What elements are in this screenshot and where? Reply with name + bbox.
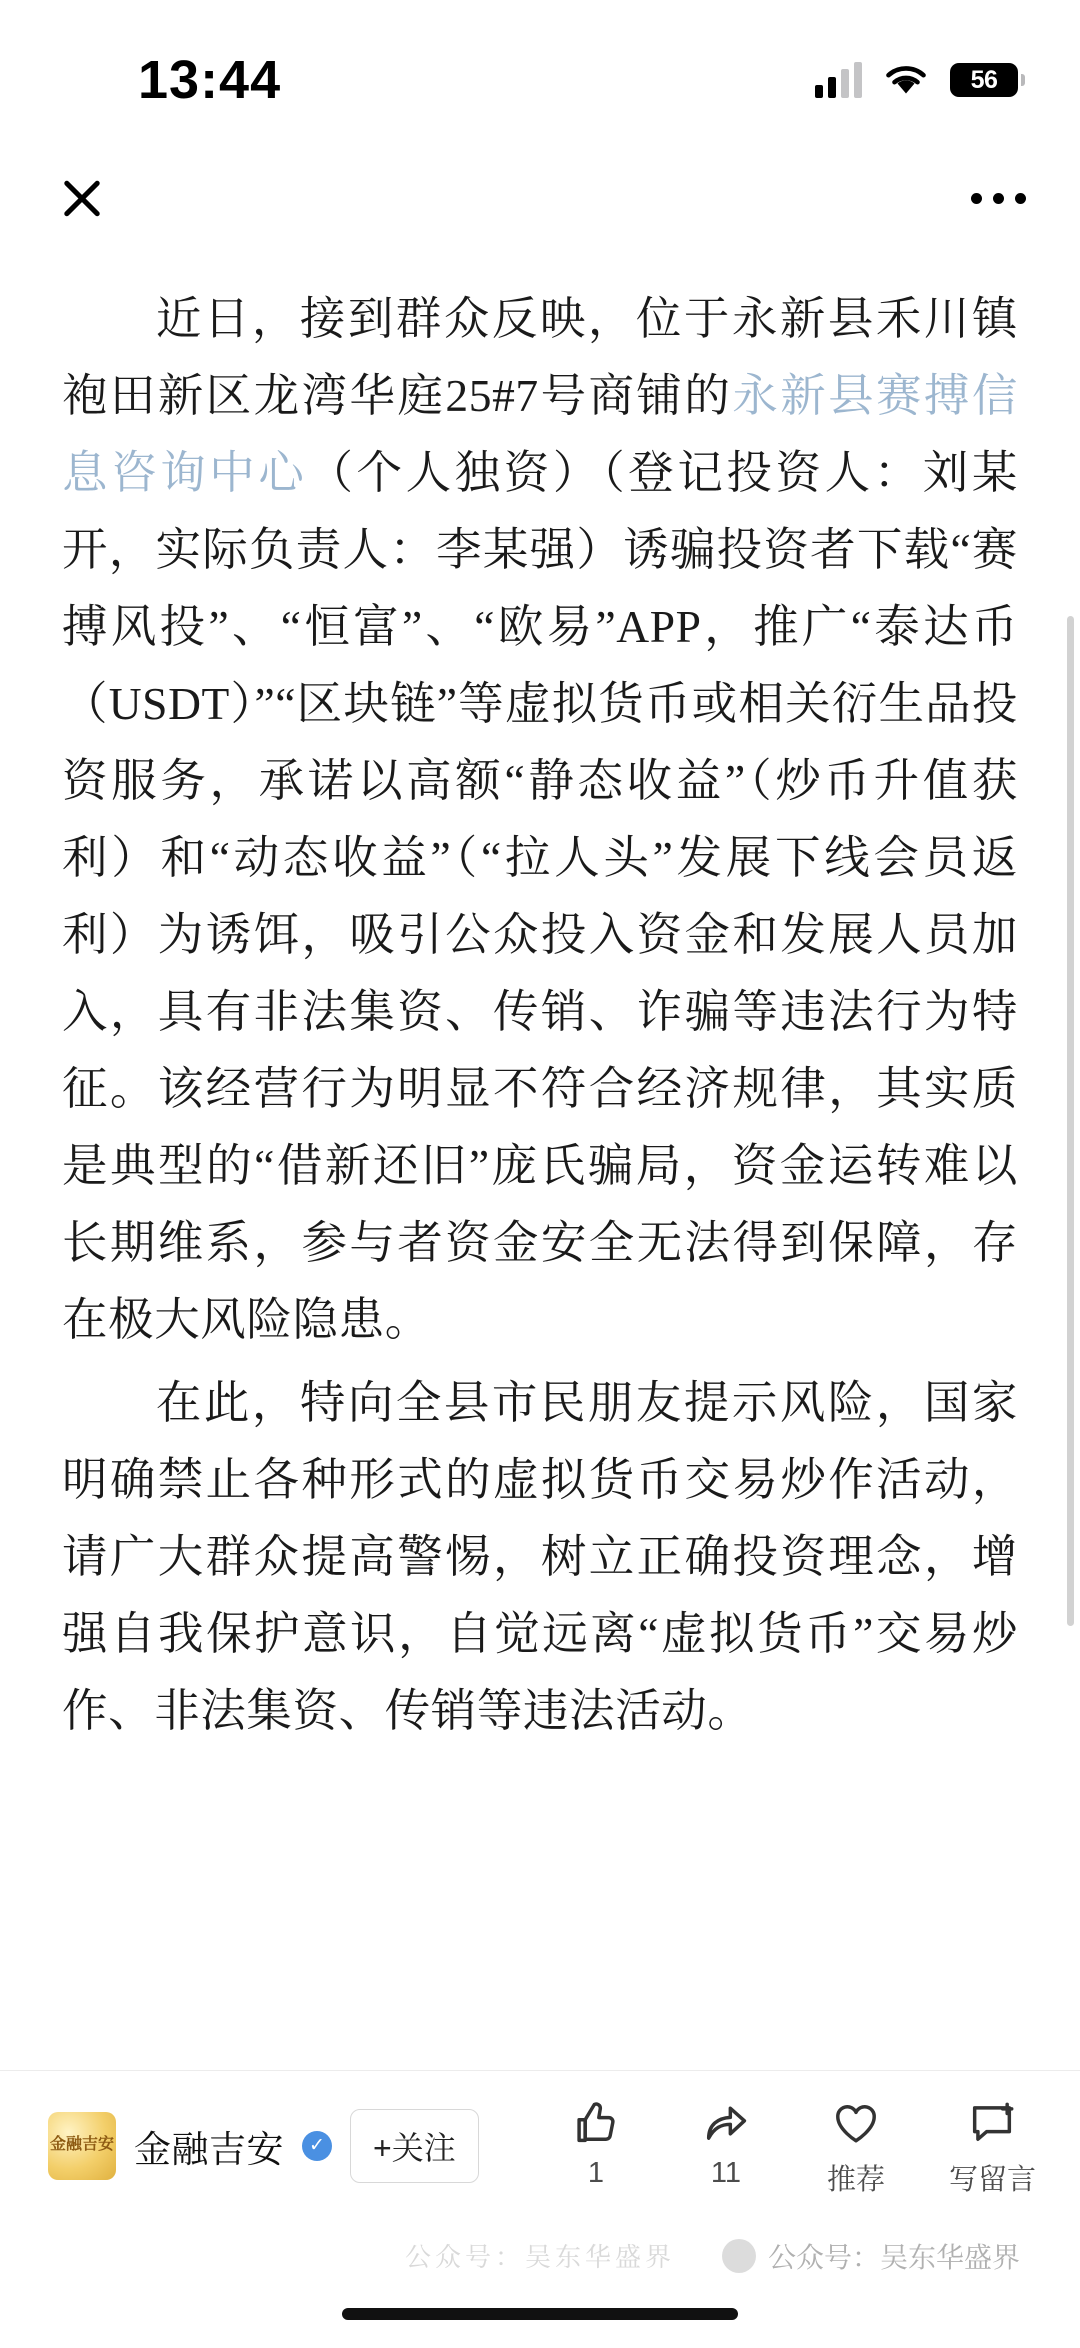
recommend-label: 推荐	[826, 2163, 885, 2196]
action-buttons	[559, 2094, 1036, 2198]
article-body[interactable]	[0, 246, 1080, 2216]
status-icons	[815, 62, 1018, 98]
status-time: 13:44	[138, 50, 282, 110]
wifi-icon	[884, 63, 928, 97]
account-info[interactable]	[48, 2112, 332, 2180]
share-count: 11	[710, 2156, 742, 2189]
share-button[interactable]	[689, 2094, 763, 2190]
like-button[interactable]	[559, 2094, 633, 2190]
watermark-text: 公众号：吴东华盛界	[767, 2242, 1020, 2273]
article-paragraph-1	[62, 280, 1018, 1358]
article-paragraph-2	[62, 1364, 1018, 1749]
share-icon	[700, 2094, 752, 2152]
verified-badge-icon: ✓	[302, 2131, 332, 2161]
center-watermark: 公众号：吴东华盛界	[404, 2242, 676, 2272]
home-indicator[interactable]	[342, 2308, 738, 2320]
thumbs-up-icon	[570, 2094, 622, 2152]
comment-label: 写留言	[948, 2163, 1036, 2196]
nav-bar	[0, 150, 1080, 246]
scrollbar[interactable]	[1067, 616, 1074, 1626]
paragraph-1-text-before-link: 近日，接到群众反映，位于永新县禾川镇袍田新区龙湾华庭25#7号商铺的	[62, 293, 1018, 421]
status-bar	[0, 0, 1080, 150]
recommend-button[interactable]	[819, 2094, 893, 2198]
entity-link[interactable]: 永新县赛搏信息咨询中心	[62, 370, 1018, 498]
watermark-avatar-icon	[722, 2239, 756, 2273]
like-count: 1	[587, 2156, 605, 2189]
signal-icon	[815, 62, 862, 98]
battery-level: 56	[970, 65, 998, 94]
avatar[interactable]: 金融吉安	[48, 2112, 116, 2180]
account-name[interactable]: 金融吉安	[134, 2128, 284, 2170]
comment-button[interactable]	[949, 2094, 1036, 2198]
heart-icon	[830, 2094, 882, 2152]
footer-watermark	[722, 2236, 1020, 2276]
article-action-bar	[0, 2070, 1080, 2220]
paragraph-2-text: 在此，特向全县市民朋友提示风险，国家明确禁止各种形式的虚拟货币交易炒作活动，请广大群众提高警惕，树立正确投资理念，增强自我保护意识，自觉远离“虚拟货币”交易炒作、非法集资、传销等违法活动。	[62, 1377, 1018, 1736]
paragraph-1-text-after-link: （个人独资）（登记投资人：刘某开，实际负责人：李某强）诱骗投资者下载“赛搏风投”、“恒富”、“欧易”APP，推广“泰达币（USDT）”“区块链”等虚拟货币或相关衍生品投资服务，承诺以高额“静态收益”（炒币升值获利）和“动态收益”（“拉人头”发展下线会员返利）为诱饵，吸引公众投入资金和发展人员加入，具有非法集资、传销、诈骗等违法行为特征。该经营行为明显不符合经济规律，其实质是典型的“借新还旧”庞氏骗局，资金运转难以长期维系，参与者资金安全无法得到保障，存在极大风险隐患。	[62, 447, 1018, 1345]
more-options-icon[interactable]	[971, 193, 1026, 204]
battery-icon	[950, 63, 1018, 97]
follow-button[interactable]: +关注	[350, 2109, 479, 2183]
close-icon[interactable]	[56, 172, 108, 224]
comment-icon	[966, 2094, 1018, 2152]
